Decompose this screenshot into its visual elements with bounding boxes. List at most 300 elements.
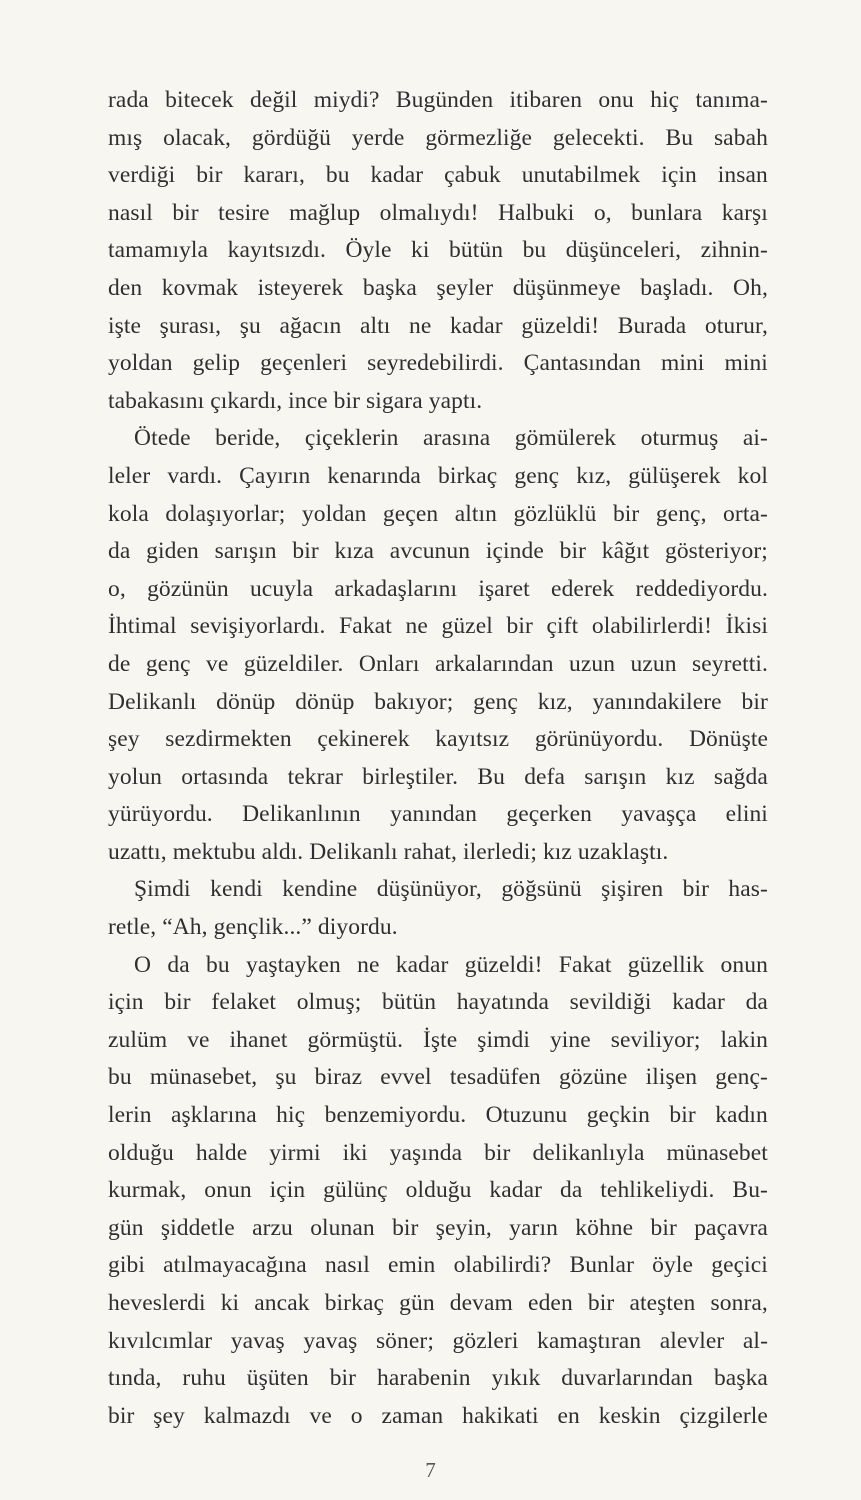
word: Delikanlı	[108, 688, 197, 715]
word: oturmuş	[640, 425, 719, 452]
word: ne	[357, 951, 380, 978]
text-line	[108, 1285, 768, 1323]
word: dolaşıyorlar;	[165, 500, 286, 527]
word: da	[167, 951, 190, 978]
word: yerde	[351, 124, 405, 151]
word: güzeldiler.	[243, 650, 344, 677]
word: kadar	[489, 1177, 543, 1204]
word: bütün	[382, 989, 437, 1016]
text-line	[108, 270, 768, 308]
word: onun	[204, 1177, 252, 1204]
word: olacak,	[163, 124, 232, 151]
word: o,	[108, 575, 126, 602]
word: tamamıyla	[108, 237, 209, 264]
word: sarışın	[584, 763, 647, 790]
word: insan	[717, 162, 768, 189]
word: gördüğü	[251, 124, 331, 151]
word: onu	[598, 87, 634, 113]
word: paçavra	[694, 1214, 768, 1241]
word: leler	[108, 462, 151, 489]
word: bir	[559, 538, 587, 565]
word: kadar	[395, 951, 449, 978]
word: sarışın	[214, 538, 277, 565]
word: dönüp	[216, 688, 276, 715]
word: gözüne	[558, 1064, 628, 1091]
word: mini	[660, 350, 705, 377]
word: has-	[728, 876, 768, 903]
text-line	[108, 157, 768, 195]
word: birleştiler.	[362, 763, 459, 790]
word: Otuzunu	[485, 1102, 568, 1129]
word: bir	[612, 500, 640, 527]
word: Fakat	[339, 613, 392, 640]
word: Bunlar	[569, 1252, 634, 1279]
word: sevildiği	[569, 989, 652, 1016]
text-line	[108, 1398, 768, 1436]
word: şey	[108, 726, 140, 753]
word: ilişen	[645, 1064, 698, 1091]
word: genç	[145, 650, 191, 677]
word: kadar	[370, 162, 424, 189]
word: düşünceleri,	[565, 237, 682, 264]
word: zaman	[381, 1402, 444, 1429]
word: başladı.	[640, 274, 714, 301]
text-line	[108, 984, 768, 1022]
word: yaştayken	[245, 951, 341, 978]
word: da	[745, 989, 768, 1016]
text-line	[108, 721, 768, 759]
word: Onları	[358, 650, 420, 677]
word: yine	[549, 1026, 591, 1053]
word: çekinerek	[317, 726, 410, 753]
word: düşünüyor,	[376, 876, 482, 903]
word: tesire	[218, 199, 270, 226]
text-line	[108, 420, 768, 458]
word: o	[350, 1402, 363, 1429]
word: görünüyordu.	[534, 726, 664, 753]
word: münasebet,	[149, 1064, 258, 1091]
word: bir	[172, 199, 199, 226]
word: ki	[220, 1290, 240, 1316]
word: ve	[206, 650, 229, 677]
word: şeyin,	[435, 1214, 492, 1241]
word: görmezliğe	[425, 124, 533, 151]
word: giden	[146, 538, 199, 565]
word: geçici	[711, 1252, 768, 1279]
word: isteyerek	[257, 274, 344, 301]
word: gibi	[108, 1252, 145, 1279]
word: olmuş;	[296, 989, 362, 1016]
word: köhne	[575, 1214, 634, 1241]
word: tesadüfen	[449, 1064, 541, 1091]
word: kız,	[576, 462, 612, 489]
word: içinde	[485, 538, 544, 565]
word: arasına	[423, 425, 491, 452]
word: eden	[528, 1290, 573, 1316]
text-line	[108, 195, 768, 233]
text-line	[108, 496, 768, 534]
word: uzun	[569, 650, 616, 677]
word: kararı,	[243, 162, 305, 189]
text-line	[108, 82, 768, 120]
word: bu	[206, 951, 230, 978]
word: da	[108, 538, 131, 565]
text-line	[108, 871, 768, 909]
word: göğsünü	[501, 876, 582, 903]
word: kadar	[450, 312, 503, 339]
word: gelecekti.	[552, 124, 645, 151]
word: bu	[108, 1064, 132, 1091]
word: gün	[108, 1214, 144, 1241]
word: genç	[514, 462, 560, 489]
word: münasebet	[666, 1139, 768, 1166]
text-line	[108, 1022, 768, 1060]
word: nasıl	[324, 1252, 370, 1279]
text-line	[108, 608, 768, 646]
word: bir	[682, 876, 709, 903]
word: ihanet	[229, 1026, 288, 1053]
text-line	[108, 120, 768, 158]
word: yanından	[390, 801, 478, 828]
text-line	[108, 458, 768, 496]
word: gün	[399, 1290, 435, 1316]
word: hayatında	[456, 989, 549, 1016]
text-line	[108, 684, 768, 722]
word: reddediyordu.	[635, 575, 768, 602]
word: yarın	[509, 1214, 558, 1241]
word: İkisi	[725, 613, 768, 640]
word: için	[269, 1177, 306, 1204]
word: kıvılcımlar	[108, 1327, 213, 1354]
word: mini	[724, 350, 768, 377]
word: gömülerek	[514, 425, 617, 452]
word: arkalarından	[434, 650, 554, 677]
word: den	[108, 274, 143, 301]
word: ancak	[254, 1290, 310, 1316]
word: ateşten	[629, 1290, 696, 1316]
word: gösteriyor;	[664, 538, 768, 565]
word: genç-	[715, 1064, 768, 1091]
word: lakin	[720, 1026, 768, 1053]
word: işte	[108, 312, 142, 339]
word: Halbuki	[497, 199, 575, 226]
word: de	[108, 650, 131, 677]
word: çabuk	[444, 162, 501, 189]
text-line	[108, 1135, 768, 1173]
word: arkadaşlarını	[334, 575, 458, 602]
text-line: uzattı, mektubu aldı. Delikanlı rahat, ilerledi; kız uzaklaştı.	[108, 838, 669, 865]
word: olunan	[310, 1214, 375, 1241]
word: biraz	[314, 1064, 363, 1091]
word: üşüten	[246, 1365, 309, 1392]
word: yaşında	[389, 1139, 463, 1166]
word: genç,	[655, 500, 707, 527]
word: altın	[454, 500, 497, 527]
word: şeyler	[436, 274, 494, 301]
word: bir	[650, 1214, 677, 1241]
word: düşünmeye	[512, 274, 621, 301]
word: Şimdi	[134, 876, 191, 903]
word: çift	[546, 613, 579, 640]
word: Bu	[665, 124, 694, 151]
word: kayıtsız	[435, 726, 510, 753]
word: gözünün	[147, 575, 229, 602]
word: güzel	[441, 613, 493, 640]
text-line	[108, 947, 768, 985]
text-line	[108, 1323, 768, 1361]
word: için	[108, 989, 144, 1016]
word: olduğu	[405, 1177, 472, 1204]
word: avcunun	[389, 538, 471, 565]
word: ai-	[742, 425, 768, 452]
text-line	[108, 759, 768, 797]
word: zulüm	[108, 1026, 168, 1053]
word: hakikati	[462, 1402, 539, 1429]
word: al-	[742, 1327, 768, 1354]
word: güzeldi!	[464, 951, 543, 978]
word: nasıl	[108, 199, 153, 226]
text-line	[108, 232, 768, 270]
word: Öyle	[345, 237, 392, 264]
word: şurası,	[159, 312, 222, 339]
word: seyredebilirdi.	[367, 350, 504, 377]
word: bu	[325, 162, 350, 189]
word: yavaş	[303, 1327, 358, 1354]
word: kendine	[282, 876, 358, 903]
word: dönüp	[295, 688, 355, 715]
word: bakıyor;	[374, 688, 454, 715]
word: yürüyordu.	[108, 801, 213, 828]
word: Fakat	[558, 951, 612, 978]
word: miydi?	[313, 87, 380, 113]
word: şimdi	[477, 1026, 530, 1053]
word: sevişiyorlardı.	[190, 613, 326, 640]
word: sonra,	[710, 1290, 768, 1316]
word: işaret	[478, 575, 530, 602]
text-line	[108, 308, 768, 346]
word: unutabilmek	[521, 162, 641, 189]
word: Oh,	[733, 274, 768, 301]
word: şu	[239, 312, 261, 339]
word: harabenin	[377, 1365, 471, 1392]
word: iki	[342, 1139, 368, 1166]
word: yirmi	[269, 1139, 321, 1166]
word: bir	[506, 613, 533, 640]
word: Çantasından	[523, 350, 641, 377]
body-text	[108, 82, 768, 1435]
word: mış	[108, 124, 143, 151]
word: kız,	[537, 688, 573, 715]
word: bir	[196, 162, 223, 189]
text-line	[108, 1360, 768, 1398]
word: arzu	[252, 1214, 293, 1241]
word: beride,	[215, 425, 281, 452]
word: şey	[153, 1402, 185, 1429]
word: bir	[587, 1290, 615, 1316]
word: yavaşça	[621, 801, 697, 828]
word: sezdirmekten	[165, 726, 292, 753]
word: Ötede	[134, 425, 191, 452]
word: yolun	[108, 763, 163, 790]
word: bir	[164, 989, 191, 1016]
word: şu	[275, 1064, 297, 1091]
word: sağda	[713, 763, 768, 790]
page-number: 7	[425, 1458, 436, 1482]
word: ne	[409, 312, 432, 339]
word: onun	[720, 951, 768, 978]
word: yavaş	[230, 1327, 285, 1354]
word: bir	[669, 1102, 696, 1129]
word: İhtimal	[108, 613, 177, 640]
word: olabilirdi?	[453, 1252, 552, 1279]
word: birkaç	[324, 1290, 385, 1316]
word: heveslerdi	[108, 1290, 206, 1316]
word: altı	[359, 312, 391, 339]
word: kurmak,	[108, 1177, 187, 1204]
text-line	[108, 533, 768, 571]
word: seyretti.	[692, 650, 768, 677]
word: çiçeklerin	[304, 425, 399, 452]
word: o,	[593, 199, 612, 226]
word: tekrar	[287, 763, 343, 790]
word: rada	[108, 87, 149, 113]
text-line	[108, 571, 768, 609]
word: delikanlıyla	[532, 1139, 645, 1166]
word: güzellik	[627, 951, 705, 978]
text-line	[108, 646, 768, 684]
word: ve	[187, 1026, 210, 1053]
word: lerin	[108, 1102, 152, 1129]
text-line	[108, 1097, 768, 1135]
word: bunlara	[631, 199, 703, 226]
word: devam	[449, 1290, 513, 1316]
word: geçen	[382, 500, 439, 527]
word: bütün	[449, 237, 504, 264]
word: birkaç	[438, 462, 498, 489]
word: kayıtsızdı.	[227, 237, 326, 264]
word: bir	[484, 1139, 511, 1166]
word: halde	[195, 1139, 248, 1166]
word: ucuyla	[249, 575, 314, 602]
word: zihnin-	[700, 237, 768, 264]
text-line	[108, 1210, 768, 1248]
word: bir	[741, 688, 768, 715]
word: Bugünden	[395, 87, 494, 113]
word: karşı	[721, 199, 768, 226]
text-line	[108, 796, 768, 834]
word: ne	[405, 613, 428, 640]
word: ki	[411, 237, 430, 264]
word: defa	[524, 763, 566, 790]
word: İşte	[422, 1026, 458, 1053]
word: yıkık	[491, 1365, 541, 1392]
word: da	[560, 1177, 583, 1204]
word: keskin	[598, 1402, 661, 1429]
word: hiç	[276, 1102, 306, 1129]
word: geçenleri	[260, 350, 348, 377]
word: evvel	[380, 1064, 432, 1091]
word: bir	[108, 1402, 135, 1429]
word: kendi	[210, 876, 263, 903]
word: ederek	[551, 575, 615, 602]
word: başka	[362, 274, 417, 301]
word: mağlup	[289, 199, 361, 226]
word: değil	[249, 87, 298, 113]
word: orta-	[723, 500, 768, 527]
word: geçkin	[586, 1102, 650, 1129]
text-line	[108, 1247, 768, 1285]
word: şişiren	[601, 876, 664, 903]
word: kenarında	[327, 462, 421, 489]
word: benzemiyordu.	[324, 1102, 467, 1129]
word: Bu-	[732, 1177, 768, 1204]
text-line: tabakasını çıkardı, ince bir sigara yaptı.	[108, 387, 483, 414]
word: aşklarına	[171, 1102, 257, 1129]
word: kol	[737, 462, 768, 489]
word: çizgilerle	[679, 1402, 768, 1429]
word: gözlüklü	[513, 500, 597, 527]
word: vardı.	[167, 462, 223, 489]
word: yoldan	[108, 350, 173, 377]
word: kız	[665, 763, 695, 790]
word: genç	[473, 688, 518, 715]
word: kadar	[672, 989, 725, 1016]
word: Bu	[477, 763, 505, 790]
text-line	[108, 345, 768, 383]
word: en	[557, 1402, 580, 1429]
word: gülünç	[323, 1177, 388, 1204]
word: emin	[388, 1252, 436, 1279]
word: elini	[725, 801, 768, 828]
word: kamaştıran	[537, 1327, 642, 1354]
word: ve	[309, 1402, 332, 1429]
word: gülüşerek	[628, 462, 721, 489]
word: Çayırın	[239, 462, 311, 489]
word: felaket	[211, 989, 277, 1016]
word: bitecek	[165, 87, 234, 113]
word: atılmayacağına	[163, 1252, 307, 1279]
word: kâğıt	[601, 538, 650, 565]
word: yoldan	[301, 500, 367, 527]
word: tehlikeliydi.	[600, 1177, 715, 1204]
word: ortasında	[181, 763, 269, 790]
word: olabilirlerdi!	[591, 613, 713, 640]
word: duvarlarından	[561, 1365, 694, 1392]
text-line: retle, “Ah, gençlik...” diyordu.	[108, 914, 398, 941]
word: gelip	[192, 350, 241, 377]
word: başka	[713, 1365, 768, 1392]
text-line	[108, 1172, 768, 1210]
word: bir	[329, 1365, 357, 1392]
word: oturur,	[704, 312, 768, 339]
word: için	[661, 162, 697, 189]
word: kovmak	[161, 274, 239, 301]
word: şiddetle	[160, 1214, 235, 1241]
word: kadın	[715, 1102, 768, 1129]
word: tanıma-	[695, 87, 768, 113]
word: gözleri	[452, 1327, 519, 1354]
word: itibaren	[509, 87, 583, 113]
word: uzun	[630, 650, 677, 677]
word: söner;	[375, 1327, 434, 1354]
word: O	[134, 951, 152, 978]
word: tında,	[108, 1365, 162, 1392]
word: yanındakilere	[592, 688, 722, 715]
word: ruhu	[182, 1365, 226, 1392]
word: kalmazdı	[203, 1402, 291, 1429]
word: öyle	[652, 1252, 694, 1279]
word: kıza	[334, 538, 375, 565]
